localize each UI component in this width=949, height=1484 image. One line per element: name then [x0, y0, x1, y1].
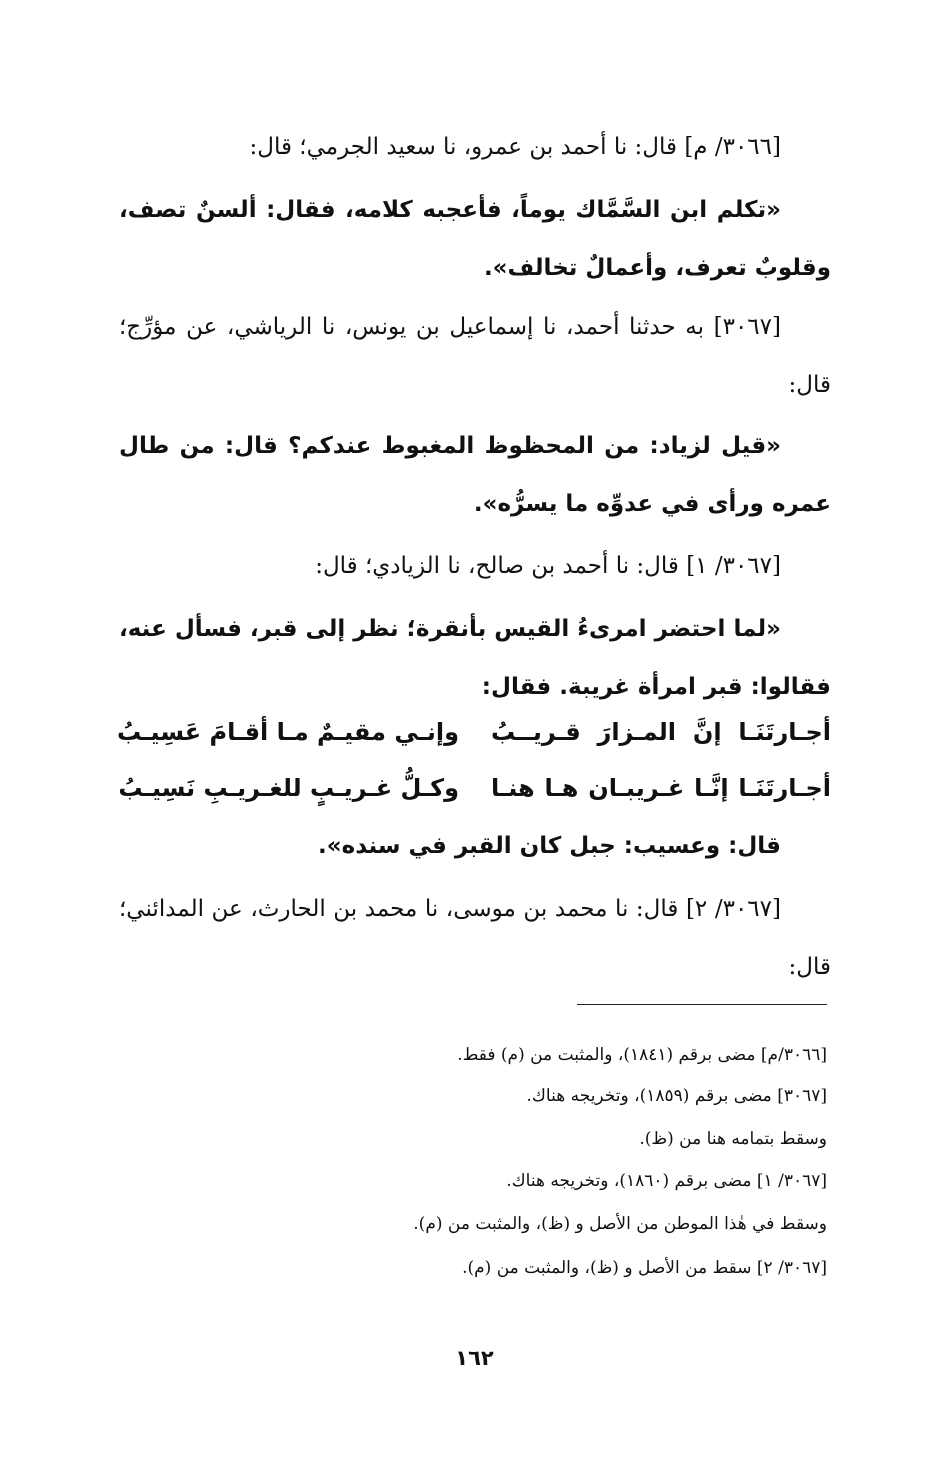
verse-2-first-hemistich: أجـارتَنَـا إنَّـا غـريبـان هـا هنـا: [491, 774, 831, 802]
entry-3067-2-header: [٣٠٦٧/ ٢] قال: نا محمد بن موسى، نا محمد بن الحارث، عن المدائني؛ قال:: [119, 896, 831, 980]
entry-3066-quote: «تكلم ابن السَّمَّاك يوماً، فأعجبه كلامه، فقال: ألسنٌ تصف، وقلوبٌ تعرف، وأعمالٌ تخالف».: [119, 197, 831, 281]
entry-3067-1-closing: قال: وعسيب: جبل كان القبر في سنده».: [318, 833, 781, 859]
entry-3067-quote: «قيل لزياد: من المحظوظ المغبوط عندكم؟ قال: من طال عمره ورأى في عدوِّه ما يسرُّه».: [119, 433, 831, 517]
entry-3066-header: [٣٠٦٦/ م] قال: نا أحمد بن عمرو، نا سعيد الجرمي؛ قال:: [249, 134, 781, 160]
verse-1-second-hemistich: وإنـي مقيـمٌ مـا أقـامَ عَسِيـبُ: [116, 718, 459, 746]
footnote-separator: [577, 1004, 827, 1005]
footnote-1: [٣٠٦٦/م] مضى برقم (١٨٤١)، والمثبت من (م) فقط.: [457, 1045, 827, 1065]
entry-3067-1-header: [٣٠٦٧/ ١] قال: نا أحمد بن صالح، نا الزيادي؛ قال:: [315, 553, 781, 579]
verse-1-first-hemistich: أجـارتَنَـا إنَّ المـزارَ قـريــبُ: [491, 718, 831, 746]
verse-2-second-hemistich: وكـلُّ غـريـبٍ للغـريـبِ نَسِيـبُ: [118, 774, 459, 802]
footnote-6: [٣٠٦٧/ ٢] سقط من الأصل و (ظ)، والمثبت من (م).: [462, 1258, 827, 1278]
footnote-4: [٣٠٦٧/ ١] مضى برقم (١٨٦٠)، وتخريجه هناك.: [506, 1171, 827, 1191]
page-number: ١٦٢: [455, 1346, 494, 1370]
footnote-3: وسقط بتمامه هنا من (ظ).: [639, 1129, 827, 1149]
verse-line-1: [116, 718, 831, 768]
entry-3067-header: [٣٠٦٧] به حدثنا أحمد، نا إسماعيل بن يونس، نا الرياشي، عن مؤرِّج؛ قال:: [119, 314, 831, 398]
footnote-5: وسقط في هٰذا الموطن من الأصل و (ظ)، والمثبت من (م).: [413, 1214, 827, 1234]
footnote-2: [٣٠٦٧] مضى برقم (١٨٥٩)، وتخريجه هناك.: [526, 1086, 827, 1106]
entry-3067-1-quote: «لما احتضر امرىءُ القيس بأنقرة؛ نظر إلى قبر، فسأل عنه، فقالوا: قبر امرأة غريبة. فقال:: [119, 616, 831, 700]
